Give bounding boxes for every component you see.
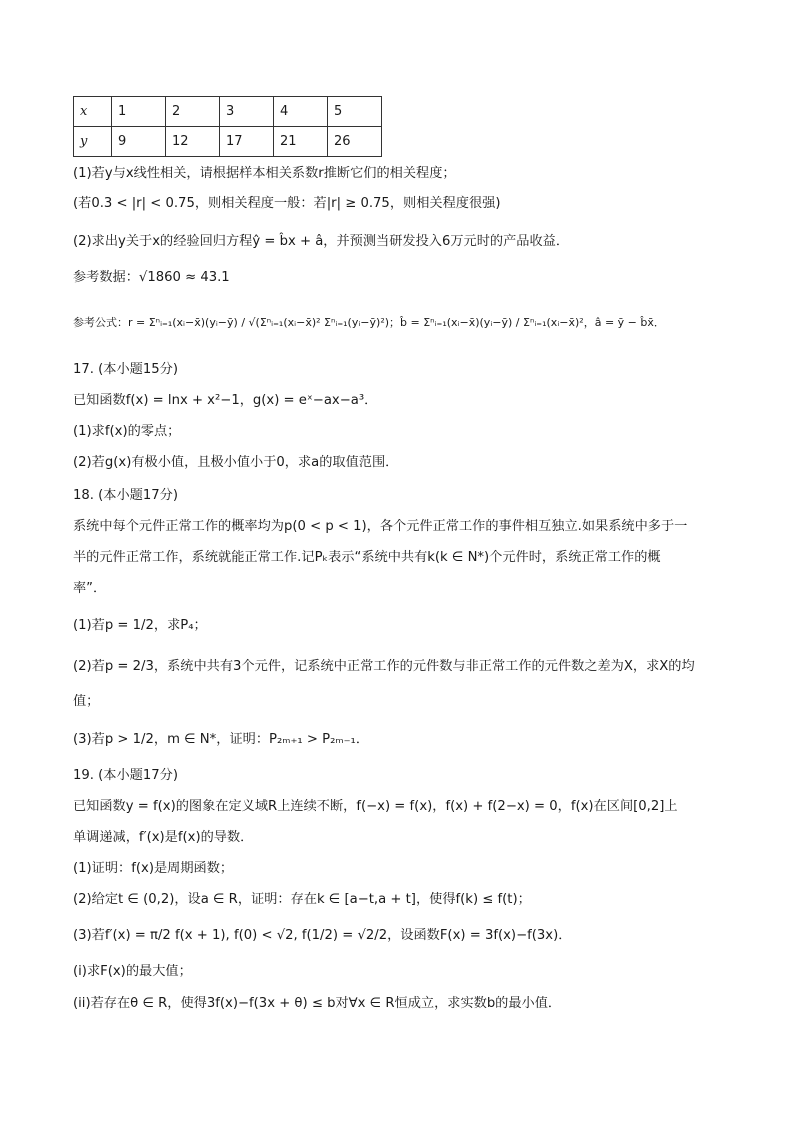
table-cell: 2 — [166, 97, 220, 127]
table-cell: 21 — [274, 127, 328, 157]
q18-part2-line1: (2)若p = 2/3，系统中共有3个元件，记系统中正常工作的元件数与非正常工作的元件数之差为X，求X的均 — [73, 659, 695, 674]
q16-part2: (2)求出y关于x的经验回归方程ŷ = b̂x + â，并预测当研发投入6万元时的产品收益． — [73, 234, 570, 249]
q16-ref-formula: 参考公式：r = Σⁿᵢ₌₁(xᵢ−x̄)(yᵢ−ȳ) / √(Σⁿᵢ₌₁(xᵢ−x̄)² Σⁿᵢ₌₁(yᵢ−ȳ)²)；b̂ = Σⁿᵢ₌₁(xᵢ−x̄)(yᵢ−ȳ) / Σⁿᵢ₌₁(xᵢ−x̄)²，â = ȳ − b̂x̄． — [73, 316, 665, 329]
q18-stem-line2: 半的元件正常工作，系统就能正常工作.记Pₖ表示“系统中共有k(k ∈ N*)个元件时，系统正常工作的概 — [73, 550, 661, 565]
q19-part3: (3)若f′(x) = π/2 f(x + 1), f(0) < √2, f(1/2) = √2/2，设函数F(x) = 3f(x)−f(3x)． — [73, 928, 572, 943]
q19-part1: (1)证明：f(x)是周期函数； — [73, 861, 234, 876]
table-row — [74, 97, 382, 127]
q19-part3-i: (i)求F(x)的最大值； — [73, 964, 192, 979]
q17-stem: 已知函数f(x) = lnx + x²−1，g(x) = eˣ−ax−a³． — [73, 393, 378, 408]
q18-part1: (1)若p = 1/2，求P₄； — [73, 618, 207, 633]
data-table — [73, 96, 382, 157]
table-cell: 4 — [274, 97, 328, 127]
q16-part1: (1)若y与x线性相关，请根据样本相关系数r推断它们的相关程度； — [73, 166, 456, 181]
table-cell: y — [74, 127, 112, 157]
q17-part2: (2)若g(x)有极小值，且极小值小于0，求a的取值范围． — [73, 455, 399, 470]
q17-header: 17. (本小题15分) — [73, 362, 178, 377]
table-cell: 9 — [112, 127, 166, 157]
q18-stem-line1: 系统中每个元件正常工作的概率均为p(0 < p < 1)，各个元件正常工作的事件相互独立.如果系统中多于一 — [73, 519, 688, 534]
q19-stem-line1: 已知函数y = f(x)的图象在定义域R上连续不断，f(−x) = f(x)，f(x) + f(2−x) = 0，f(x)在区间[0,2]上 — [73, 799, 678, 814]
table-cell: 26 — [328, 127, 382, 157]
q16-note: (若0.3 < |r| < 0.75，则相关程度一般：若|r| ≥ 0.75，则相关程度很强) — [73, 196, 501, 211]
q17-part1: (1)求f(x)的零点； — [73, 424, 181, 439]
q16-ref-data: 参考数据：√1860 ≈ 43.1 — [73, 270, 230, 285]
table-cell: 3 — [220, 97, 274, 127]
q19-part3-ii: (ii)若存在θ ∈ R，使得3f(x)−f(3x + θ) ≤ b对∀x ∈ R恒成立，求实数b的最小值． — [73, 996, 562, 1011]
q19-header: 19. (本小题17分) — [73, 768, 178, 783]
table-cell: 1 — [112, 97, 166, 127]
table-cell: 5 — [328, 97, 382, 127]
q19-stem-line2: 单调递减，f′(x)是f(x)的导数． — [73, 830, 254, 845]
q18-part2-line2: 值； — [73, 694, 100, 709]
q19-part2: (2)给定t ∈ (0,2)，设a ∈ R，证明：存在k ∈ [a−t,a + t]，使得f(k) ≤ f(t)； — [73, 892, 531, 907]
table-cell: x — [74, 97, 112, 127]
q18-stem-line3: 率”． — [73, 581, 107, 596]
q18-header: 18. (本小题17分) — [73, 488, 178, 503]
table-cell: 12 — [166, 127, 220, 157]
exam-page — [73, 96, 723, 1011]
table-row — [74, 127, 382, 157]
table-cell: 17 — [220, 127, 274, 157]
q18-part3: (3)若p > 1/2，m ∈ N*，证明：P₂ₘ₊₁ > P₂ₘ₋₁． — [73, 732, 370, 747]
